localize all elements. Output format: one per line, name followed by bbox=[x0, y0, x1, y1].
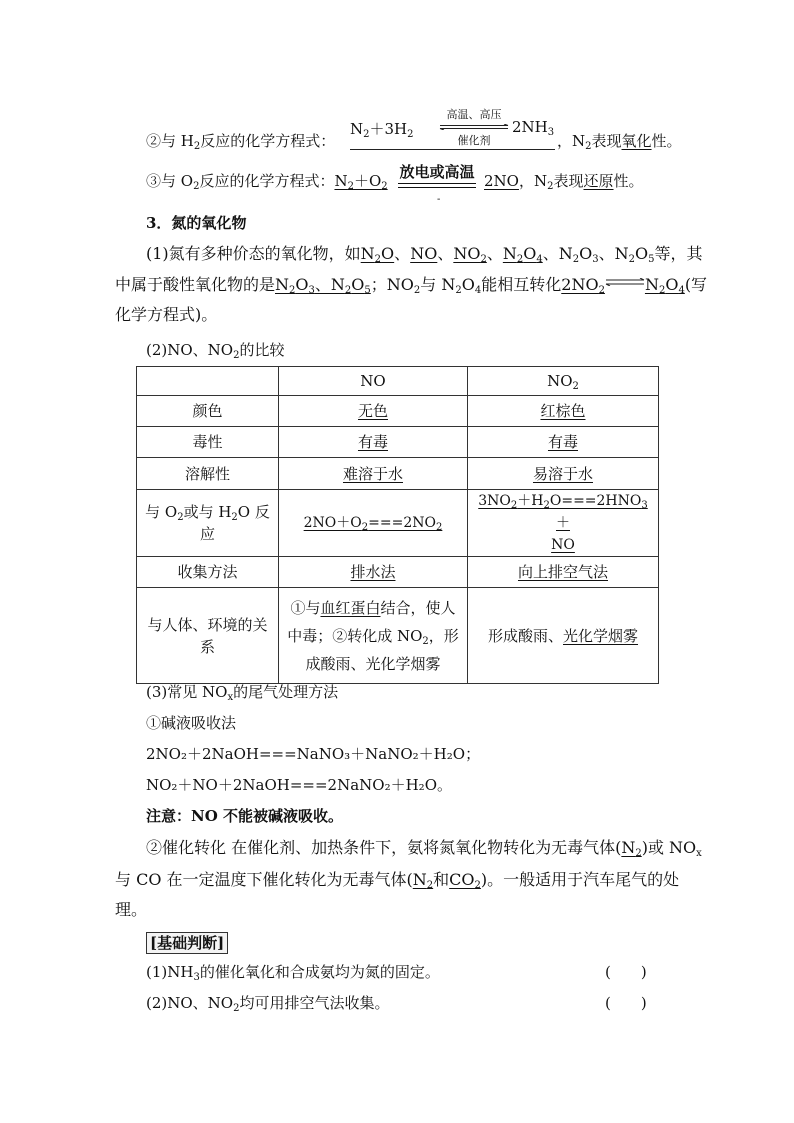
judge-title: [基础判断] bbox=[146, 932, 228, 954]
row-label: 收集方法 bbox=[137, 557, 279, 588]
cell-no2: 易溶于水 bbox=[468, 458, 659, 490]
cell-no: 排水法 bbox=[279, 557, 468, 588]
n2-o2-line: ③与 $O_2$反应的化学方程式：$N_2+O_2$ bbox=[146, 172, 388, 192]
equal-sign-line bbox=[398, 187, 476, 188]
method1-title: ①碱液吸收法 bbox=[146, 714, 237, 732]
row-label: 与人体、环境的关 系 bbox=[137, 588, 279, 684]
table-row bbox=[137, 396, 659, 427]
reversible-arrow-icon bbox=[605, 271, 645, 291]
row-label: 与 $O_2$或与 $H_2O$ 反 应 bbox=[137, 490, 279, 557]
para3-title: (3)常见 $NO_x$的尾气处理方法 bbox=[146, 683, 339, 703]
answer-blank[interactable]: ( ) bbox=[605, 963, 647, 981]
n2-o2-tail: 2NO，$N_2$表现还原性。 bbox=[484, 172, 644, 192]
cell-no2: 红棕色 bbox=[468, 396, 659, 427]
header-no: NO bbox=[279, 367, 468, 396]
method2-line1: ②催化转化 在催化剂、加热条件下，氨将氮氧化物转化为无毒气体$(N_2)$或 $NO_x$ bbox=[146, 838, 702, 859]
n2-h2-line: ②与 $H_2$反应的化学方程式： bbox=[146, 132, 336, 152]
n2-h2-tail: ，$N_2$表现氧化性。 bbox=[557, 132, 682, 152]
cell-no: ①与血红蛋白结合，使人 中毒；②转化成 $NO_2$，形 成酸雨、光化学烟雾 bbox=[279, 588, 468, 684]
method2-line2: 与 CO 在一定温度下催化转化为无毒气体($N_2$和$CO_2$)。一般适用于汽车尾气的处 bbox=[115, 870, 680, 891]
equal-sign-icon bbox=[398, 183, 476, 184]
method1-eq2: NO₂＋NO＋2NaOH===2NaNO₂＋H₂O。 bbox=[146, 776, 452, 794]
table-row bbox=[137, 427, 659, 458]
answer-blank[interactable]: ( ) bbox=[605, 994, 647, 1012]
method2-line3: 理。 bbox=[115, 900, 148, 919]
row-label: 毒性 bbox=[137, 427, 279, 458]
row-label: 溶解性 bbox=[137, 458, 279, 490]
cell-no2: $3NO_2+H_2O===2HNO_3+$ NO bbox=[468, 490, 659, 557]
dash-mark: - bbox=[437, 194, 441, 205]
table-row bbox=[137, 557, 659, 588]
judge-q2: (2)NO、$NO_2$均可用排空气法收集。 bbox=[146, 994, 390, 1014]
section-title: 3．氮的氧化物 bbox=[146, 214, 247, 232]
para1-line3: 化学方程式)。 bbox=[115, 305, 218, 324]
table-row bbox=[137, 490, 659, 557]
row-label: 颜色 bbox=[137, 396, 279, 427]
condition-bottom: 催化剂 bbox=[457, 134, 491, 147]
comparison-table bbox=[136, 366, 659, 684]
para2-title: (2)NO、$NO_2$的比较 bbox=[146, 341, 285, 361]
n2-h2-equation: $N_2+3H_2$ 高温、高压 催化剂 $2NH_3$ bbox=[350, 110, 555, 150]
header-blank bbox=[137, 367, 279, 396]
method1-note: 注意：NO 不能被碱液吸收。 bbox=[146, 807, 344, 825]
cell-no: 无色 bbox=[279, 396, 468, 427]
header-no2: $NO_2$ bbox=[468, 367, 659, 396]
para1-line1: (1)氮有多种价态的氧化物，如$N_2O$、NO、$NO_2$、$N_2O_4$、$N_2O_3$、$N_2O_5$等，其 bbox=[146, 244, 703, 265]
table-row bbox=[137, 588, 659, 684]
cell-no: 有毒 bbox=[279, 427, 468, 458]
n2-o2-condition: 放电或高温 bbox=[399, 163, 475, 181]
cell-no2: 有毒 bbox=[468, 427, 659, 458]
para1-line2: 中属于酸性氧化物的是$N_2O_3$、$N_2O_5$；$NO_2$与 $N_2O_4$能相互转化$2NO_2$ $N_2O_4$(写 bbox=[115, 275, 707, 295]
cell-no: $2NO+O_2===2NO_2$ bbox=[279, 490, 468, 557]
cell-no2: 向上排空气法 bbox=[468, 557, 659, 588]
table-row bbox=[137, 458, 659, 490]
cell-no2: 形成酸雨、光化学烟雾 bbox=[468, 588, 659, 684]
condition-top: 高温、高压 bbox=[446, 108, 502, 121]
reversible-arrow-icon bbox=[438, 124, 510, 130]
method1-eq1: 2NO₂＋2NaOH===NaNO₃＋NaNO₂＋H₂O； bbox=[146, 745, 481, 763]
judge-q1: $(1)NH_3$的催化氧化和合成氨均为氮的固定。 bbox=[146, 963, 440, 983]
cell-no: 难溶于水 bbox=[279, 458, 468, 490]
table-header-row bbox=[137, 367, 659, 396]
